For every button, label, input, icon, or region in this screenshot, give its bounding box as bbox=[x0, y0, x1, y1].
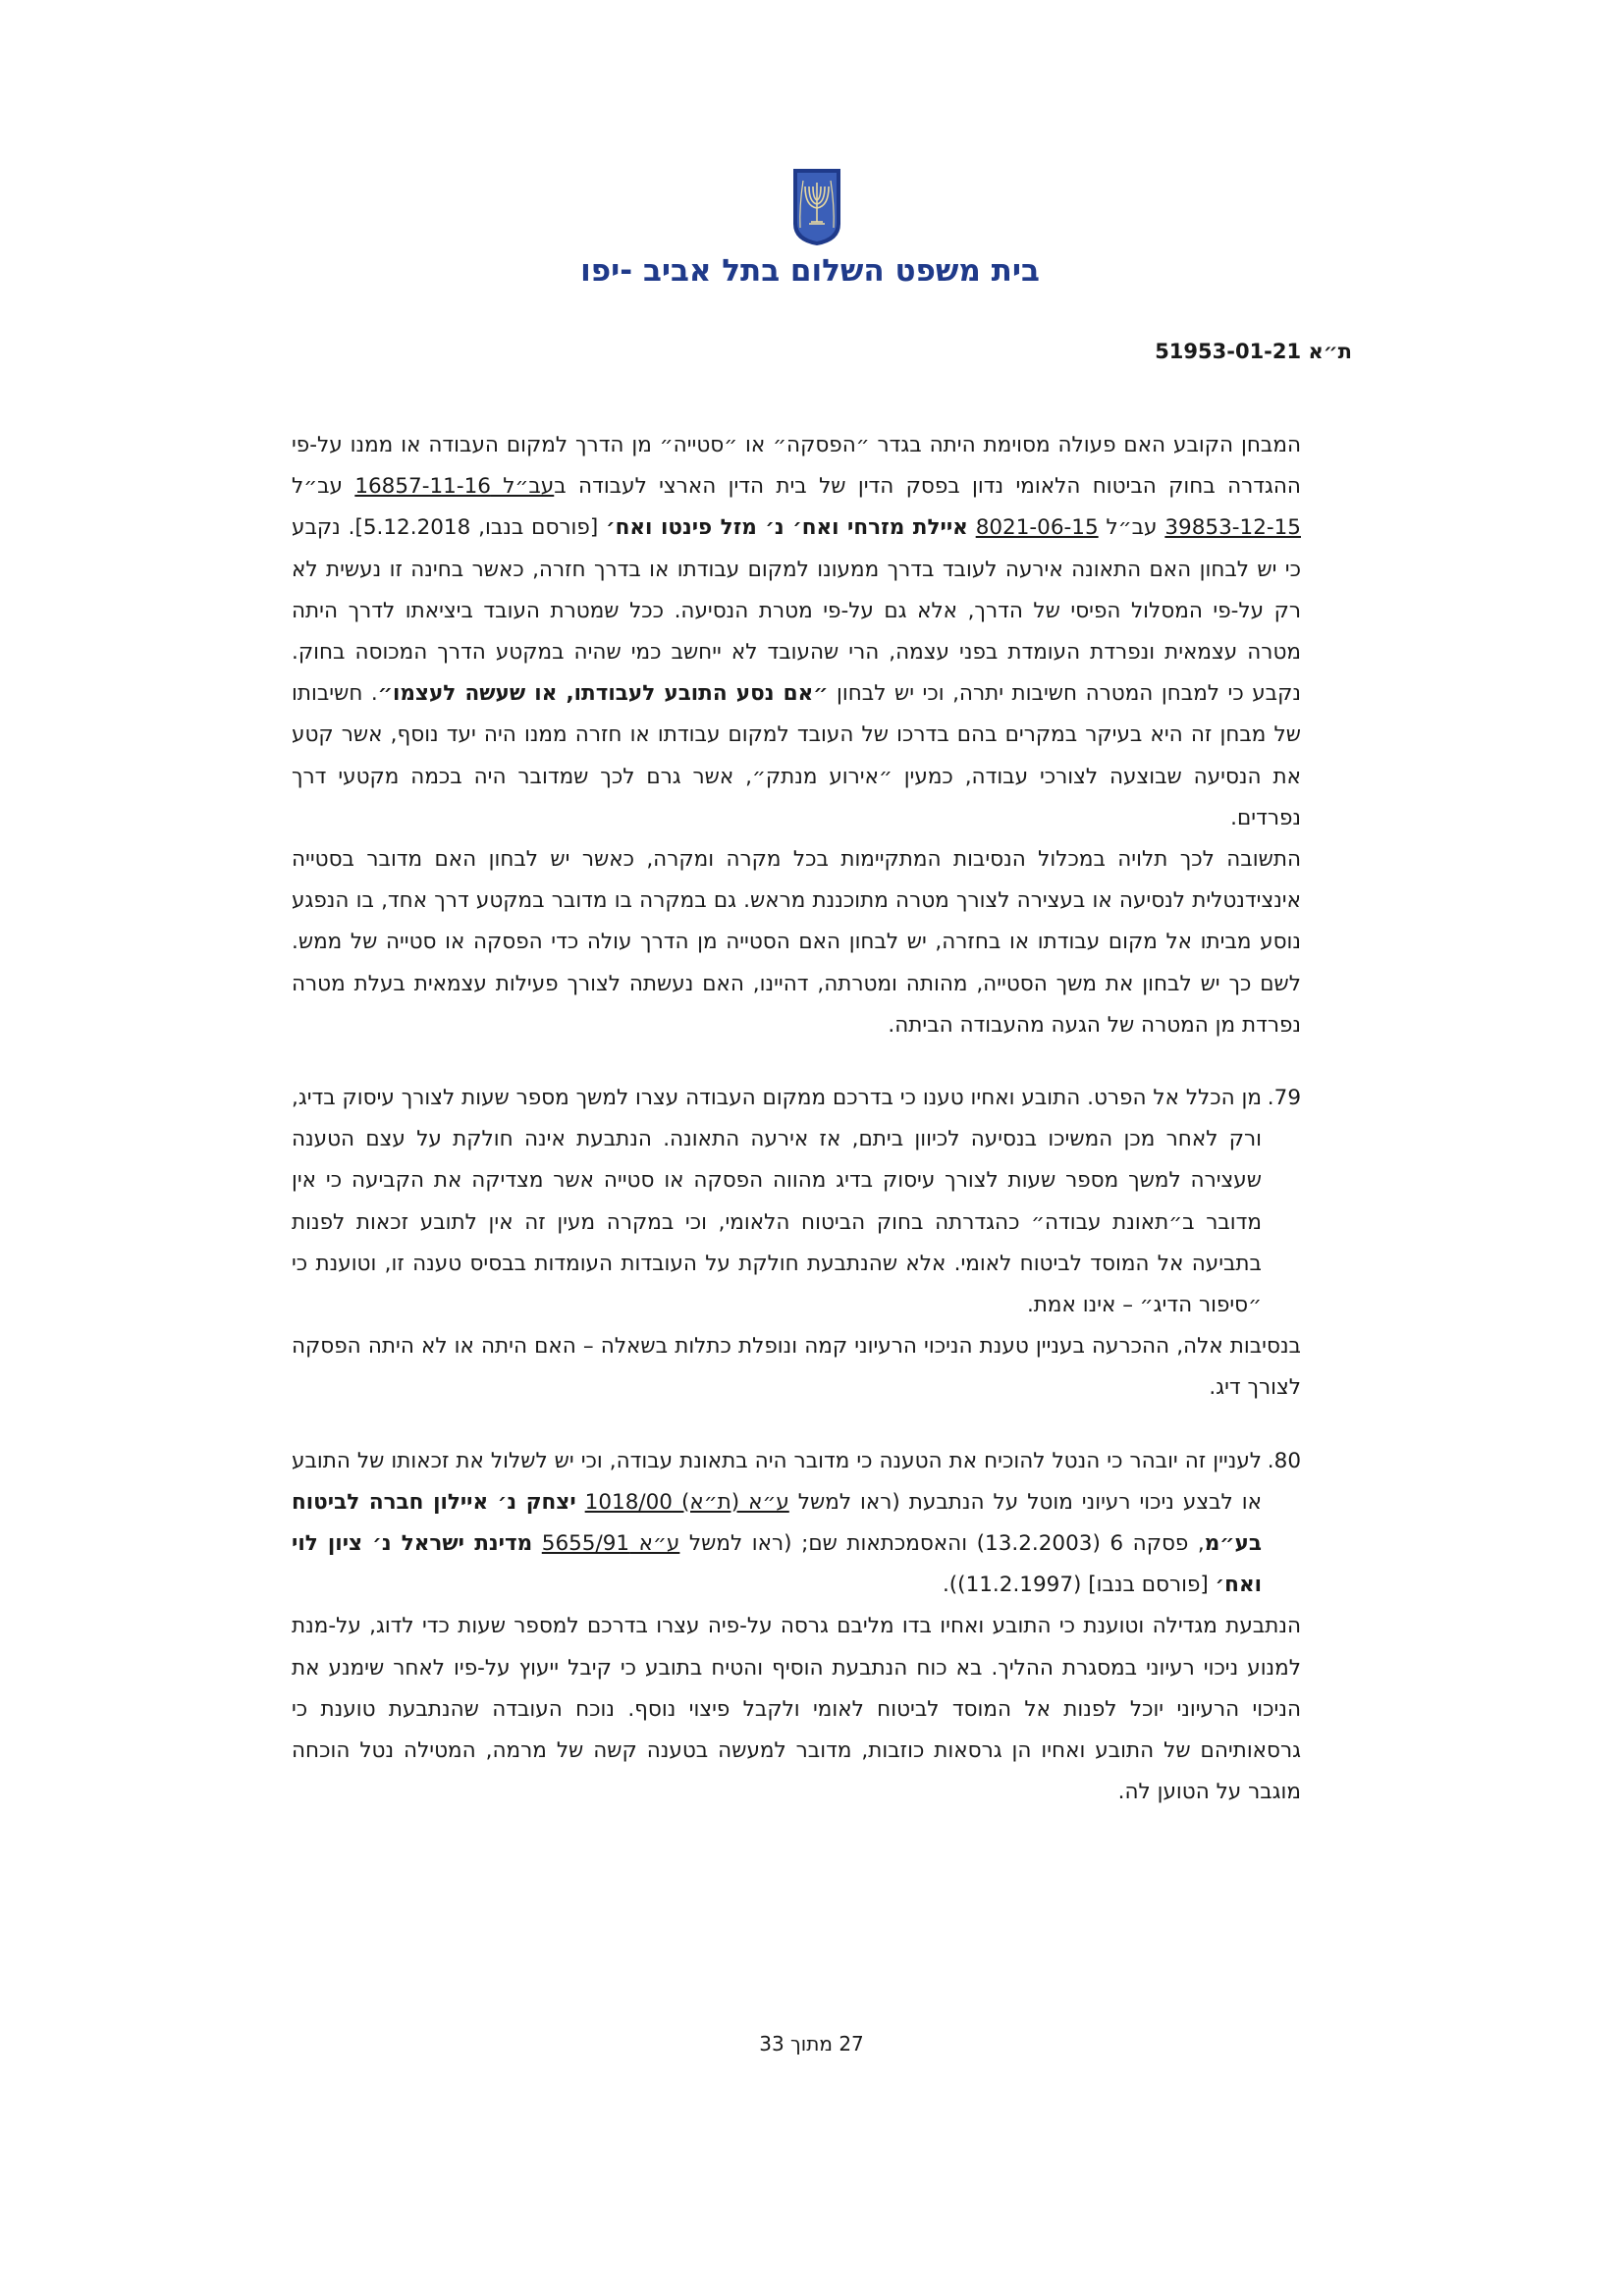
case-number-value: 51953-01-21 bbox=[1155, 340, 1302, 363]
case-citation-link[interactable]: עב״ל 16857-11-16 bbox=[354, 474, 555, 500]
text-run bbox=[532, 1531, 542, 1556]
case-citation-link[interactable]: 39853-12-15 bbox=[1164, 515, 1301, 541]
paragraph-defendant-claim: הנתבעת מגדילה וטוענת כי התובע ואחיו בדו מליבם גרסה על-פיה עצרו בדרכם למספר שעות כדי לדוג, על-מנת למנוע ניכוי רעיוני במסגרת ההליך. בא כוח הנתבעת הוסיף והטיח בתובע כי קיבל ייעוץ על-פיו לאחר שימנע את הניכוי הרעיוני יוכל לפנות אל המוסד לביטוח לאומי ולקבל פיצוי נוסף. נוכח העובדה שהנתבעת טוענת כי גרסאותיהם של התובע ואחיו הן גרסאות כוזבות, מדובר למעשה בטענה קשה של מרמה, המטילה נטל הוכחה מוגבר על הטוען לה. bbox=[292, 1614, 1301, 1805]
text-run: [פורסם בנבו] (11.2.1997)). bbox=[942, 1573, 1216, 1598]
case-citation-link[interactable]: 8021-06-15 bbox=[975, 515, 1099, 541]
case-citation-link[interactable]: ע״א 5655/91 bbox=[541, 1531, 680, 1557]
paragraph-circumstances: התשובה לכך תלויה במכלול הנסיבות המתקיימות בכל מקרה ומקרה, כאשר יש לבחון האם מדובר בסטייה אינצידנטלית לנסיעה או בעצירה לצורך מטרה מתוכננת מראש. גם במקרה בו מדובר במקטע דרך אחד, בו הנפגע נוסע מביתו אל מקום עבודתו או בחזרה, יש לבחון האם הסטייה מן הדרך עולה כדי הפסקה או סטייה של ממש. לשם כך יש לבחון את משך הסטייה, מהותה ומטרתה, דהיינו, האם נעשתה לצורך פעילות עצמאית בעלת מטרה נפרדת מן המטרה של הגעה מהעבודה הביתה. bbox=[292, 847, 1301, 1038]
case-parties: יצחק נ׳ איילון חברה לביטוח בע״מ bbox=[292, 1489, 1262, 1557]
case-label: ת״א bbox=[1308, 340, 1352, 363]
numbered-paragraph-80 bbox=[292, 1441, 1301, 1607]
text-run: עב״ל bbox=[1098, 515, 1165, 541]
numbered-paragraph-79 bbox=[292, 1078, 1301, 1326]
page-number: 27 מתוך 33 bbox=[759, 2032, 864, 2056]
document-body bbox=[292, 425, 1301, 1814]
state-emblem-icon bbox=[791, 167, 842, 247]
court-name: בית משפט השלום בתל אביב -יפו bbox=[580, 253, 1040, 289]
text-run: לעניין זה יובהר כי הנטל להוכיח את הטענה כי מדובר היה בתאונת עבודה, וכי יש לשלול את זכאותו של התובע או לבצע ניכוי רעיוני מוטל על הנתבעת (ראו למשל bbox=[292, 1448, 1262, 1515]
paragraph-fishing-question: בנסיבות אלה, ההכרעה בעניין טענת הניכוי הרעיוני קמה ונופלת כתלות בשאלה – האם היתה או לא היתה הפסקה לצורך דיג. bbox=[292, 1334, 1301, 1401]
text-run: . חשיבותו של מבחן זה היא בעיקר במקרים בהם בדרכו של העובד למקום עבודתו או חזרה ממנו היה יעד נוסף, אשר קטע את הנסיעה שבוצעה לצורכי עבודה, כמעין ״אירוע מנתק״, אשר גרם לכך שמדובר היה בכמה מקטעי דרך נפרדים. bbox=[292, 681, 1301, 830]
paragraph-gap bbox=[292, 1410, 1301, 1441]
text-run: , פסקה 6 (13.2.2003) והאסמכתאות שם; (ראו למשל bbox=[679, 1531, 1205, 1557]
paragraph-text bbox=[292, 1441, 1262, 1607]
text-run bbox=[576, 1490, 585, 1515]
case-number bbox=[1155, 340, 1352, 363]
quoted-test: ״אם נסע התובע לעבודתו, או שעשה לעצמו״ bbox=[377, 681, 829, 707]
paragraph-text: מן הכלל אל הפרט. התובע ואחיו טענו כי בדרכם ממקום העבודה עצרו למשך מספר שעות לצורך עיסוק בדיג, ורק לאחר מכן המשיכו בנסיעה לכיוון ביתם, אז אירעה התאונה. הנתבעת אינה חולקת על עצם הטענה שעצירה למשך מספר שעות לצורך עיסוק בדיג מהווה הפסקה או סטייה אשר מצדיקה את הקביעה כי אין מדובר ב״תאונת עבודה״ כהגדרתה בחוק הביטוח הלאומי, וכי במקרה מעין זה אין לתובע זכאות לפנות בתביעה אל המוסד לביטוח לאומי. אלא שהנתבעת חולקת על העובדות העומדות בבסיס טענה זו, וטוענת כי ״סיפור הדיג״ – אינו אמת. bbox=[292, 1086, 1262, 1318]
case-parties: איילת מזרחי ואח׳ נ׳ מזל פינטו ואח׳ bbox=[606, 515, 968, 541]
case-citation-link[interactable]: ע״א (ת״א) 1018/00 bbox=[584, 1489, 789, 1515]
case-parties: מדינת ישראל נ׳ ציון לוי ואח׳ bbox=[292, 1531, 1262, 1598]
paragraph-number: 79. bbox=[1267, 1086, 1301, 1111]
text-run: עב״ל bbox=[292, 474, 355, 500]
paragraph-test-of-purpose bbox=[292, 425, 1301, 839]
paragraph-number: 80. bbox=[1267, 1448, 1301, 1473]
text-run: המבחן הקובע האם פעולה מסוימת היתה בגדר ״הפסקה״ או ״סטייה״ מן הדרך למקום העבודה או ממנו על-פי ההגדרה בחוק הביטוח הלאומי נדון בפסק הדין של בית הדין הארצי לעבודה ב bbox=[292, 433, 1301, 500]
paragraph-gap bbox=[292, 1046, 1301, 1078]
text-run: [פורסם בנבו, 5.12.2018]. נקבע כי יש לבחון האם התאונה אירעה לעובד בדרך ממעונו למקום עבודתו או בדרך חזרה, כאשר בחינה זו נעשית לא רק על-פי המסלול הפיסי של הדרך, אלא גם על-פי מטרת הנסיעה. ככל שמטרת העובד ביציאתו לדרך היתה מטרה עצמאית ונפרדת העומדת בפני עצמה, הרי שהעובד לא ייחשב כמי שהיה במקטע הדרך המכוסה בחוק. נקבע כי למבחן המטרה חשיבות יתרה, וכי יש לבחון bbox=[292, 515, 1301, 707]
